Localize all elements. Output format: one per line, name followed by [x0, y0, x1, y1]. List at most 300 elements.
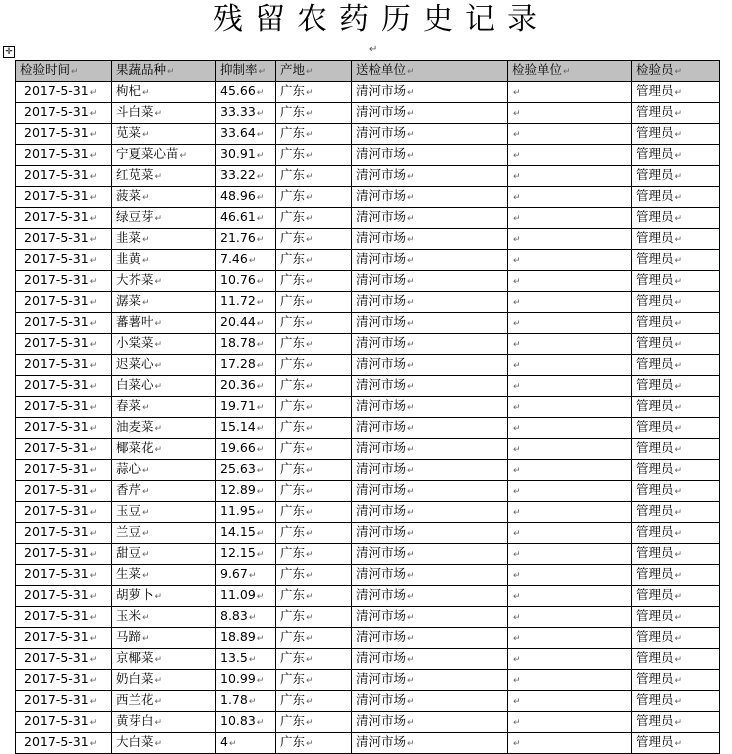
cell-end-mark-icon: ↵: [306, 466, 314, 476]
table-cell[interactable]: [216, 145, 276, 166]
table-cell[interactable]: [508, 313, 632, 334]
table-cell[interactable]: [112, 733, 216, 754]
table-cell[interactable]: [508, 82, 632, 103]
table-cell[interactable]: [508, 124, 632, 145]
table-cell[interactable]: [632, 376, 720, 397]
table-cell[interactable]: [632, 565, 720, 586]
table-cell[interactable]: [276, 334, 352, 355]
cell-text: 管理员: [636, 272, 674, 287]
table-cell[interactable]: [276, 82, 352, 103]
table-cell[interactable]: [352, 544, 508, 565]
table-cell[interactable]: [276, 208, 352, 229]
table-cell[interactable]: [632, 355, 720, 376]
table-cell[interactable]: [508, 166, 632, 187]
cell-text: 10.99: [220, 671, 256, 686]
table-cell[interactable]: [632, 649, 720, 670]
table-cell[interactable]: [216, 334, 276, 355]
table-cell[interactable]: [112, 397, 216, 418]
table-cell[interactable]: [276, 124, 352, 145]
table-cell[interactable]: [216, 649, 276, 670]
cell-end-mark-icon: ↵: [407, 361, 415, 371]
table-cell[interactable]: [276, 166, 352, 187]
table-cell[interactable]: [352, 649, 508, 670]
table-cell[interactable]: [352, 670, 508, 691]
table-cell[interactable]: [112, 418, 216, 439]
table-cell[interactable]: [112, 481, 216, 502]
cell-end-mark-icon: ↵: [71, 67, 79, 77]
cell-end-mark-icon: ↵: [142, 88, 150, 98]
table-cell[interactable]: [352, 607, 508, 628]
cell-end-mark-icon: ↵: [142, 550, 150, 560]
cell-text: 春菜: [116, 398, 142, 413]
table-cell[interactable]: [276, 628, 352, 649]
table-cell[interactable]: [112, 292, 216, 313]
table-cell[interactable]: [16, 208, 112, 229]
table-cell[interactable]: [276, 544, 352, 565]
table-cell[interactable]: [508, 208, 632, 229]
table-cell[interactable]: [352, 691, 508, 712]
table-cell[interactable]: [352, 82, 508, 103]
cell-text: 2017-5-31: [24, 671, 89, 686]
cell-end-mark-icon: ↵: [513, 235, 521, 245]
cell-end-mark-icon: ↵: [89, 718, 98, 728]
table-cell[interactable]: [276, 439, 352, 460]
table-cell[interactable]: [508, 481, 632, 502]
table-cell[interactable]: [632, 145, 720, 166]
cell-text: 广东: [280, 566, 306, 581]
column-header[interactable]: [216, 61, 276, 82]
cell-text: 2017-5-31: [24, 83, 89, 98]
cell-text: 2017-5-31: [24, 524, 89, 539]
table-cell[interactable]: [216, 670, 276, 691]
table-cell[interactable]: [112, 670, 216, 691]
table-cell[interactable]: [508, 355, 632, 376]
table-cell[interactable]: [216, 271, 276, 292]
cell-end-mark-icon: ↵: [513, 403, 521, 413]
table-cell[interactable]: [216, 565, 276, 586]
table-cell[interactable]: [276, 103, 352, 124]
table-row: [16, 250, 720, 271]
table-cell[interactable]: [112, 691, 216, 712]
column-header[interactable]: [276, 61, 352, 82]
table-cell[interactable]: [352, 481, 508, 502]
table-cell[interactable]: [16, 250, 112, 271]
table-row: [16, 586, 720, 607]
table-cell[interactable]: [16, 334, 112, 355]
table-cell[interactable]: [276, 481, 352, 502]
table-cell[interactable]: [276, 292, 352, 313]
table-cell[interactable]: [508, 376, 632, 397]
table-cell[interactable]: [352, 187, 508, 208]
table-cell[interactable]: [508, 649, 632, 670]
table-cell[interactable]: [216, 103, 276, 124]
cell-end-mark-icon: ↵: [513, 718, 521, 728]
cell-end-mark-icon: ↵: [306, 340, 314, 350]
table-cell[interactable]: [16, 460, 112, 481]
table-cell[interactable]: [276, 145, 352, 166]
table-cell[interactable]: [216, 712, 276, 733]
table-cell[interactable]: [632, 481, 720, 502]
table-cell[interactable]: [352, 376, 508, 397]
table-cell[interactable]: [632, 586, 720, 607]
table-cell[interactable]: [508, 586, 632, 607]
table-cell[interactable]: [352, 439, 508, 460]
table-cell[interactable]: [112, 355, 216, 376]
cell-text: 清河市场: [356, 671, 407, 686]
column-header[interactable]: [352, 61, 508, 82]
table-cell[interactable]: [632, 670, 720, 691]
table-move-handle-icon[interactable]: ✛: [3, 46, 15, 58]
table-cell[interactable]: [352, 124, 508, 145]
table-cell[interactable]: [16, 166, 112, 187]
cell-text: 2017-5-31: [24, 545, 89, 560]
table-cell[interactable]: [276, 691, 352, 712]
table-cell[interactable]: [16, 376, 112, 397]
table-cell[interactable]: [632, 82, 720, 103]
table-cell[interactable]: [352, 502, 508, 523]
table-cell[interactable]: [216, 544, 276, 565]
table-cell[interactable]: [16, 271, 112, 292]
table-cell[interactable]: [112, 376, 216, 397]
table-cell[interactable]: [216, 397, 276, 418]
cell-end-mark-icon: ↵: [154, 592, 163, 602]
table-cell[interactable]: [216, 376, 276, 397]
table-cell[interactable]: [112, 103, 216, 124]
table-cell[interactable]: [16, 439, 112, 460]
table-cell[interactable]: [16, 628, 112, 649]
table-cell[interactable]: [16, 103, 112, 124]
cell-end-mark-icon: ↵: [89, 634, 98, 644]
column-header[interactable]: [632, 61, 720, 82]
table-cell[interactable]: [112, 502, 216, 523]
table-cell[interactable]: [632, 208, 720, 229]
column-header[interactable]: [112, 61, 216, 82]
table-cell[interactable]: [112, 208, 216, 229]
table-cell[interactable]: [112, 607, 216, 628]
cell-text: 管理员: [636, 314, 674, 329]
cell-end-mark-icon: ↵: [154, 676, 163, 686]
cell-end-mark-icon: ↵: [142, 508, 150, 518]
table-cell[interactable]: [112, 712, 216, 733]
table-cell[interactable]: [632, 460, 720, 481]
cell-text: 广东: [280, 335, 306, 350]
cell-end-mark-icon: ↵: [513, 487, 521, 497]
table-cell[interactable]: [276, 397, 352, 418]
table-cell[interactable]: [508, 565, 632, 586]
table-cell[interactable]: [632, 397, 720, 418]
cell-text: 清河市场: [356, 734, 407, 749]
table-cell[interactable]: [216, 124, 276, 145]
table-cell[interactable]: [16, 544, 112, 565]
table-cell[interactable]: [508, 103, 632, 124]
table-cell[interactable]: [508, 670, 632, 691]
table-cell[interactable]: [216, 586, 276, 607]
table-cell[interactable]: [16, 418, 112, 439]
table-cell[interactable]: [276, 355, 352, 376]
table-cell[interactable]: [16, 523, 112, 544]
table-row: [16, 544, 720, 565]
table-cell[interactable]: [632, 334, 720, 355]
table-cell[interactable]: [352, 628, 508, 649]
table-cell[interactable]: [216, 523, 276, 544]
table-cell[interactable]: [508, 334, 632, 355]
table-cell[interactable]: [508, 271, 632, 292]
table-cell[interactable]: [276, 271, 352, 292]
table-cell[interactable]: [632, 607, 720, 628]
table-cell[interactable]: [276, 586, 352, 607]
table-row: [16, 670, 720, 691]
table-cell[interactable]: [352, 523, 508, 544]
table-cell[interactable]: [112, 460, 216, 481]
table-cell[interactable]: [352, 418, 508, 439]
table-cell[interactable]: [508, 712, 632, 733]
cell-text: 2017-5-31: [24, 482, 89, 497]
table-cell[interactable]: [276, 733, 352, 754]
table-cell[interactable]: [16, 145, 112, 166]
table-cell[interactable]: [112, 229, 216, 250]
table-cell[interactable]: [16, 229, 112, 250]
table-cell[interactable]: [112, 187, 216, 208]
table-cell[interactable]: [276, 607, 352, 628]
table-cell[interactable]: [216, 208, 276, 229]
table-cell[interactable]: [16, 187, 112, 208]
table-cell[interactable]: [508, 250, 632, 271]
table-cell[interactable]: [16, 649, 112, 670]
table-cell[interactable]: [216, 250, 276, 271]
cell-text: 清河市场: [356, 230, 407, 245]
table-cell[interactable]: [508, 523, 632, 544]
table-cell[interactable]: [632, 271, 720, 292]
table-cell[interactable]: [16, 481, 112, 502]
table-cell[interactable]: [112, 523, 216, 544]
table-cell[interactable]: [216, 313, 276, 334]
cell-end-mark-icon: ↵: [674, 508, 683, 518]
table-cell[interactable]: [632, 502, 720, 523]
table-cell[interactable]: [632, 229, 720, 250]
table-cell[interactable]: [508, 187, 632, 208]
table-cell[interactable]: [632, 418, 720, 439]
table-cell[interactable]: [352, 250, 508, 271]
table-cell[interactable]: [276, 502, 352, 523]
table-cell[interactable]: [216, 691, 276, 712]
table-cell[interactable]: [112, 313, 216, 334]
table-cell[interactable]: [632, 544, 720, 565]
table-row: [16, 292, 720, 313]
cell-end-mark-icon: ↵: [407, 319, 415, 329]
table-cell[interactable]: [352, 103, 508, 124]
table-cell[interactable]: [508, 397, 632, 418]
table-cell[interactable]: [632, 523, 720, 544]
table-cell[interactable]: [352, 355, 508, 376]
table-cell[interactable]: [216, 166, 276, 187]
table-cell[interactable]: [276, 418, 352, 439]
table-cell[interactable]: [276, 250, 352, 271]
cell-text: 管理员: [636, 608, 674, 623]
table-cell[interactable]: [508, 691, 632, 712]
table-cell[interactable]: [508, 292, 632, 313]
table-cell[interactable]: [112, 586, 216, 607]
table-cell[interactable]: [16, 82, 112, 103]
table-cell[interactable]: [216, 733, 276, 754]
cell-end-mark-icon: ↵: [674, 130, 683, 140]
table-cell[interactable]: [16, 313, 112, 334]
table-cell[interactable]: [508, 145, 632, 166]
table-cell[interactable]: [216, 460, 276, 481]
table-cell[interactable]: [632, 628, 720, 649]
cell-text: 广东: [280, 272, 306, 287]
table-cell[interactable]: [216, 418, 276, 439]
cell-end-mark-icon: ↵: [513, 214, 521, 224]
cell-end-mark-icon: ↵: [89, 319, 98, 329]
cell-end-mark-icon: ↵: [154, 361, 163, 371]
table-cell[interactable]: [508, 439, 632, 460]
table-cell[interactable]: [112, 439, 216, 460]
table-cell[interactable]: [16, 355, 112, 376]
table-row: [16, 376, 720, 397]
table-cell[interactable]: [352, 208, 508, 229]
table-cell[interactable]: [216, 439, 276, 460]
column-header-label: 检验单位: [512, 62, 563, 77]
cell-text: 2017-5-31: [24, 335, 89, 350]
table-cell[interactable]: [632, 691, 720, 712]
table-cell[interactable]: [112, 271, 216, 292]
cell-end-mark-icon: ↵: [407, 235, 415, 245]
cell-end-mark-icon: ↵: [167, 67, 175, 77]
cell-end-mark-icon: ↵: [407, 466, 415, 476]
cell-text: 绿豆芽: [116, 209, 154, 224]
table-cell[interactable]: [216, 82, 276, 103]
table-cell[interactable]: [352, 712, 508, 733]
table-cell[interactable]: [352, 460, 508, 481]
cell-text: 白菜心: [116, 377, 154, 392]
table-cell[interactable]: [112, 334, 216, 355]
table-cell[interactable]: [508, 460, 632, 481]
table-cell[interactable]: [276, 187, 352, 208]
cell-text: 油麦菜: [116, 419, 154, 434]
table-cell[interactable]: [276, 313, 352, 334]
table-cell[interactable]: [216, 607, 276, 628]
table-cell[interactable]: [276, 523, 352, 544]
table-cell[interactable]: [16, 586, 112, 607]
table-cell[interactable]: [112, 565, 216, 586]
cell-end-mark-icon: ↵: [142, 298, 150, 308]
table-cell[interactable]: [216, 229, 276, 250]
table-cell[interactable]: [508, 628, 632, 649]
table-cell[interactable]: [508, 544, 632, 565]
table-cell[interactable]: [16, 397, 112, 418]
table-cell[interactable]: [632, 187, 720, 208]
table-cell[interactable]: [276, 229, 352, 250]
table-row: [16, 103, 720, 124]
table-cell[interactable]: [276, 649, 352, 670]
table-cell[interactable]: [352, 166, 508, 187]
cell-text: 广东: [280, 503, 306, 518]
table-cell[interactable]: [112, 628, 216, 649]
table-cell[interactable]: [216, 481, 276, 502]
table-cell[interactable]: [508, 229, 632, 250]
table-cell[interactable]: [632, 439, 720, 460]
cell-end-mark-icon: ↵: [513, 634, 521, 644]
table-cell[interactable]: [352, 586, 508, 607]
column-header[interactable]: [508, 61, 632, 82]
cell-end-mark-icon: ↵: [513, 151, 521, 161]
table-cell[interactable]: [352, 292, 508, 313]
table-cell[interactable]: [632, 292, 720, 313]
cell-text: 清河市场: [356, 440, 407, 455]
table-cell[interactable]: [352, 733, 508, 754]
table-cell[interactable]: [16, 670, 112, 691]
table-cell[interactable]: [632, 103, 720, 124]
table-cell[interactable]: [112, 145, 216, 166]
table-cell[interactable]: [16, 712, 112, 733]
table-cell[interactable]: [112, 250, 216, 271]
table-cell[interactable]: [352, 334, 508, 355]
table-cell[interactable]: [16, 502, 112, 523]
table-cell[interactable]: [352, 145, 508, 166]
table-cell[interactable]: [16, 565, 112, 586]
table-cell[interactable]: [216, 292, 276, 313]
table-cell[interactable]: [216, 187, 276, 208]
table-cell[interactable]: [352, 397, 508, 418]
cell-end-mark-icon: ↵: [674, 592, 683, 602]
table-cell[interactable]: [216, 355, 276, 376]
table-cell[interactable]: [112, 124, 216, 145]
table-cell[interactable]: [352, 229, 508, 250]
table-cell[interactable]: [112, 82, 216, 103]
table-cell[interactable]: [216, 502, 276, 523]
table-cell[interactable]: [276, 670, 352, 691]
table-cell[interactable]: [112, 544, 216, 565]
table-cell[interactable]: [508, 733, 632, 754]
table-cell[interactable]: [352, 271, 508, 292]
table-cell[interactable]: [632, 712, 720, 733]
table-cell[interactable]: [276, 565, 352, 586]
table-cell[interactable]: [16, 691, 112, 712]
cell-end-mark-icon: ↵: [142, 235, 150, 245]
table-cell[interactable]: [352, 313, 508, 334]
table-cell[interactable]: [508, 502, 632, 523]
cell-end-mark-icon: ↵: [142, 256, 150, 266]
table-row: [16, 649, 720, 670]
cell-text: 清河市场: [356, 83, 407, 98]
table-cell[interactable]: [632, 250, 720, 271]
cell-end-mark-icon: ↵: [513, 382, 521, 392]
table-cell[interactable]: [632, 124, 720, 145]
table-cell[interactable]: [112, 649, 216, 670]
table-cell[interactable]: [16, 124, 112, 145]
cell-end-mark-icon: ↵: [407, 193, 415, 203]
table-cell[interactable]: [276, 460, 352, 481]
table-cell[interactable]: [16, 607, 112, 628]
cell-text: 广东: [280, 314, 306, 329]
table-cell[interactable]: [632, 166, 720, 187]
table-cell[interactable]: [16, 733, 112, 754]
table-cell[interactable]: [276, 712, 352, 733]
column-header[interactable]: [16, 61, 112, 82]
table-cell[interactable]: [16, 292, 112, 313]
table-cell[interactable]: [216, 628, 276, 649]
table-cell[interactable]: [276, 376, 352, 397]
cell-end-mark-icon: ↵: [306, 613, 314, 623]
table-cell[interactable]: [112, 166, 216, 187]
table-cell[interactable]: [508, 418, 632, 439]
cell-end-mark-icon: ↵: [407, 88, 415, 98]
table-cell[interactable]: [632, 733, 720, 754]
table-cell[interactable]: [352, 565, 508, 586]
table-cell[interactable]: [632, 313, 720, 334]
table-cell[interactable]: [508, 607, 632, 628]
cell-end-mark-icon: ↵: [407, 592, 415, 602]
